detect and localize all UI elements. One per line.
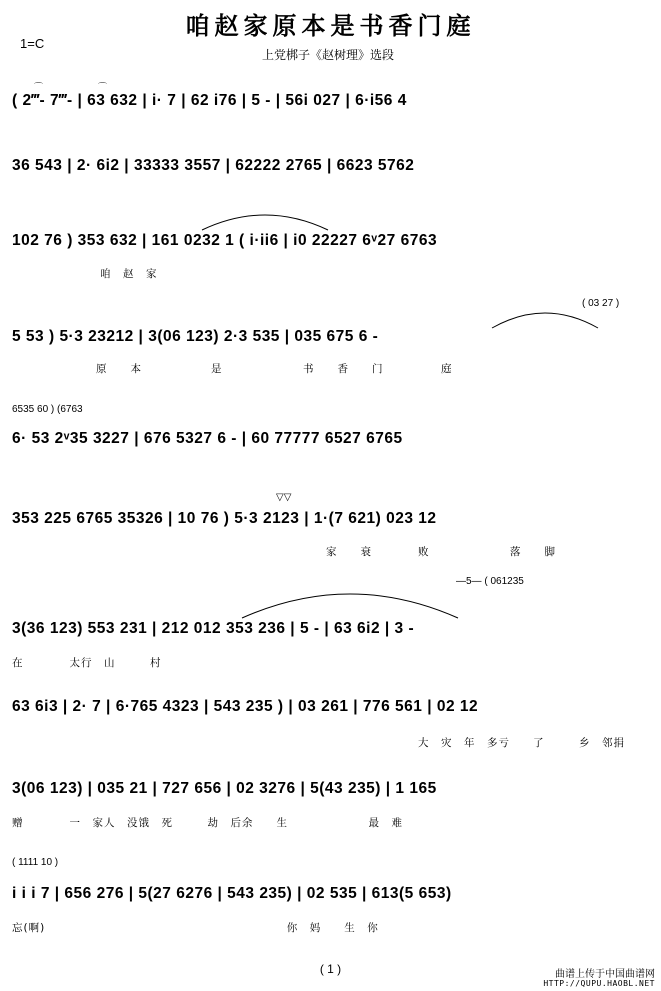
lyrics-line: 赠 一 家人 没饿 死 劫 后余 生 最 难 (12, 817, 403, 829)
staff-row-3 (12, 232, 652, 250)
slur-arc (490, 306, 600, 330)
notation-line: 102 76 ) 353 632 | 161 0232 1 ( i·ii6 | i0 22227 6ᵛ27 6763 (12, 232, 438, 249)
staff-row-10 (12, 885, 652, 903)
staff-row-6 (12, 510, 652, 528)
notation-line: 3(36 123) 553 231 | 212 012 353 236 | 5 - | 63 6i2 | 3 - (12, 620, 415, 637)
staff-row-4 (12, 328, 652, 346)
staff-row-1 (12, 92, 652, 110)
notation-line: 353 225 6765 35326 | 10 76 ) 5·3 2123 | 1·(7 621) 023 12 (12, 510, 437, 527)
notation-line: ( 2‴- 7‴- | 63 632 | i· 7 | 62 i76 | 5 - | 56i 027 | 6·i56 4 (12, 92, 407, 109)
notation-line: i i i 7 | 656 276 | 5(27 6276 | 543 235) | 02 535 | 613(5 653) (12, 885, 452, 902)
staff-row-8 (12, 698, 652, 716)
grace-notes: 6535 60 ) (6763 (12, 404, 83, 415)
lyrics-line: 在 太行 山 村 (12, 657, 162, 669)
staff-row-7 (12, 620, 652, 638)
notation-line: 6· 53 2ᵛ35 3227 | 676 5327 6 - | 60 77777 6527 6765 (12, 430, 403, 447)
footer-site-name: 曲谱上传于中国曲谱网 (555, 969, 655, 980)
notation-line: 3(06 123) | 035 21 | 727 656 | 02 3276 | 5(43 235) | 1 165 (12, 780, 437, 797)
page-number: ( 1 ) (319, 962, 342, 976)
grace-notes: ( 1111 10 ) (12, 857, 59, 868)
lyrics-line: 大 灾 年 多亏 了 乡 邻捐 (418, 737, 625, 749)
footer-url[interactable]: HTTP://QUPU.HAOBL.NET (543, 979, 655, 988)
accent-marks: ▽▽ (276, 492, 292, 503)
score-title: 咱赵家原本是书香门庭 (185, 11, 476, 40)
slur-arc (240, 584, 460, 620)
lyrics-line: 忘(啊) 你 妈 生 你 (12, 922, 379, 934)
lyrics-line: 原 本 是 书 香 门 庭 (96, 363, 453, 375)
slur-arc (200, 208, 330, 232)
grace-notes: ( 03 27 ) (582, 298, 620, 309)
lyrics-line: 咱 赵 家 (100, 268, 158, 280)
staff-row-5 (12, 430, 652, 448)
notation-line: 36 543 | 2· 6i2 | 33333 3557 | 62222 2765 | 6623 5762 (12, 157, 415, 174)
grace-notes: —5— ( 061235 (456, 576, 524, 587)
staff-row-2 (12, 157, 652, 175)
key-signature: 1=C (20, 36, 45, 51)
lyrics-line: 家 衰 败 落 脚 (326, 546, 556, 558)
notation-line: 5 53 ) 5·3 23212 | 3(06 123) 2·3 535 | 035 675 6 - (12, 328, 379, 345)
notation-line: 63 6i3 | 2· 7 | 6·765 4323 | 543 235 ) | 03 261 | 776 561 | 02 12 (12, 698, 479, 715)
fermata-mark: ⌒ (98, 83, 108, 93)
fermata-mark: ⌒ (34, 83, 44, 93)
staff-row-9 (12, 780, 652, 798)
score-subtitle: 上党梆子《赵树理》选段 (262, 48, 395, 62)
